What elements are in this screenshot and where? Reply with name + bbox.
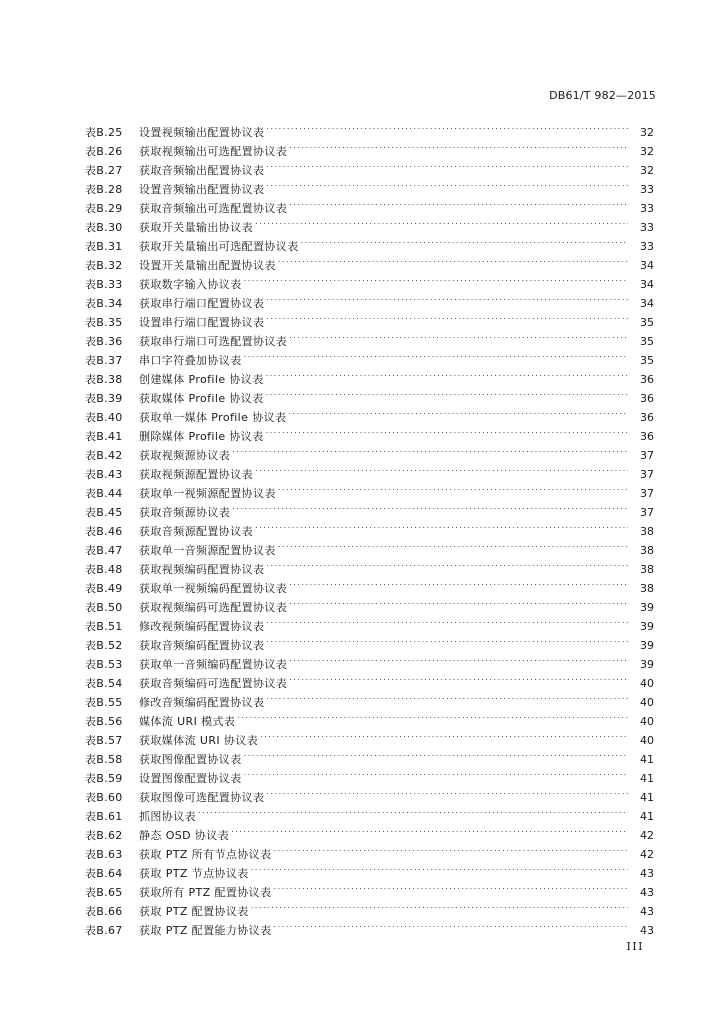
- toc-dot-leader: [289, 668, 628, 687]
- toc-entry-page: 33: [640, 221, 654, 234]
- toc-entry-number: 表B.63: [85, 848, 123, 861]
- toc-dot-leader: [289, 573, 628, 592]
- toc-entry-number: 表B.53: [85, 658, 123, 671]
- toc-entry-title: 获取视频编码可选配置协议表: [139, 601, 288, 614]
- toc-entry-number: 表B.61: [85, 810, 123, 823]
- toc-entry-number: 表B.39: [85, 392, 123, 405]
- toc-entry-page: 41: [640, 791, 654, 804]
- toc-entry-number: 表B.60: [85, 791, 123, 804]
- toc-entry-title: 获取 PTZ 配置能力协议表: [139, 924, 272, 937]
- toc-entry-page: 32: [640, 145, 654, 158]
- toc-entry-number: 表B.36: [85, 335, 123, 348]
- toc-dot-leader: [198, 801, 628, 820]
- toc-entry-number: 表B.33: [85, 278, 123, 291]
- toc-entry-number: 表B.62: [85, 829, 123, 842]
- toc-entry-title: 获取视频输出可选配置协议表: [139, 145, 288, 158]
- table-of-contents: [85, 117, 654, 937]
- toc-entry-number: 表B.48: [85, 563, 123, 576]
- toc-entry-page: 43: [640, 867, 654, 880]
- toc-entry-number: 表B.42: [85, 449, 123, 462]
- toc-dot-leader: [273, 877, 628, 896]
- toc-entry-number: 表B.32: [85, 259, 123, 272]
- toc-entry-number: 表B.35: [85, 316, 123, 329]
- toc-dot-leader: [260, 725, 628, 744]
- toc-entry-title: 获取音频输出配置协议表: [139, 164, 265, 177]
- toc-entry-page: 34: [640, 278, 654, 291]
- toc-entry-title: 获取所有 PTZ 配置协议表: [139, 886, 272, 899]
- toc-entry-number: 表B.57: [85, 734, 123, 747]
- toc-entry-page: 37: [640, 506, 654, 519]
- toc-dot-leader: [232, 497, 628, 516]
- toc-entry-page: 43: [640, 905, 654, 918]
- toc-entry-page: 33: [640, 202, 654, 215]
- toc-entry-number: 表B.50: [85, 601, 123, 614]
- toc-entry-page: 43: [640, 924, 654, 937]
- toc-entry-page: 38: [640, 525, 654, 538]
- toc-dot-leader: [266, 307, 628, 326]
- toc-entry-number: 表B.47: [85, 544, 123, 557]
- toc-dot-leader: [231, 820, 628, 839]
- toc-entry-number: 表B.51: [85, 620, 123, 633]
- toc-entry-page: 39: [640, 658, 654, 671]
- toc-entry-page: 41: [640, 753, 654, 766]
- toc-entry-page: 41: [640, 810, 654, 823]
- toc-entry-title: 获取视频源协议表: [139, 449, 231, 462]
- toc-dot-leader: [244, 269, 628, 288]
- toc-entry-page: 37: [640, 487, 654, 500]
- toc-entry-title: 设置音频输出配置协议表: [139, 183, 265, 196]
- toc-entry-number: 表B.27: [85, 164, 123, 177]
- toc-entry-title: 静态 OSD 协议表: [139, 829, 230, 842]
- toc-entry-page: 43: [640, 886, 654, 899]
- toc-entry-title: 获取 PTZ 配置协议表: [139, 905, 249, 918]
- toc-entry-title: 创建媒体 Profile 协议表: [139, 373, 264, 386]
- toc-entry-number: 表B.25: [85, 126, 123, 139]
- toc-entry-page: 36: [640, 392, 654, 405]
- toc-entry-title: 设置串行端口配置协议表: [139, 316, 265, 329]
- page-number: III: [626, 940, 644, 953]
- toc-entry-title: 获取图像配置协议表: [139, 753, 242, 766]
- toc-dot-leader: [266, 364, 628, 383]
- toc-entry-number: 表B.29: [85, 202, 123, 215]
- toc-entry-page: 39: [640, 601, 654, 614]
- toc-entry-title: 串口字符叠加协议表: [139, 354, 242, 367]
- toc-dot-leader: [266, 383, 628, 402]
- toc-dot-leader: [266, 630, 628, 649]
- toc-dot-leader: [266, 117, 628, 136]
- toc-entry-title: 媒体流 URI 模式表: [139, 715, 236, 728]
- toc-dot-leader: [301, 231, 628, 250]
- toc-entry-page: 36: [640, 430, 654, 443]
- document-id-header: DB61/T 982—2015: [549, 89, 656, 102]
- toc-dot-leader: [273, 839, 628, 858]
- toc-entry-title: 获取单一音频编码配置协议表: [139, 658, 288, 671]
- toc-entry-page: 42: [640, 848, 654, 861]
- toc-dot-leader: [232, 440, 628, 459]
- toc-entry-title: 获取音频源协议表: [139, 506, 231, 519]
- toc-entry[interactable]: [85, 117, 654, 139]
- toc-entry-title: 获取开关量输出可选配置协议表: [139, 240, 299, 253]
- toc-entry-number: 表B.67: [85, 924, 123, 937]
- toc-dot-leader: [237, 706, 628, 725]
- toc-entry-title: 获取单一音频源配置协议表: [139, 544, 276, 557]
- toc-dot-leader: [273, 915, 628, 934]
- toc-dot-leader: [251, 896, 628, 915]
- toc-entry-title: 获取视频编码配置协议表: [139, 563, 265, 576]
- toc-entry-title: 获取音频编码配置协议表: [139, 639, 265, 652]
- toc-entry-page: 32: [640, 126, 654, 139]
- toc-entry-page: 41: [640, 772, 654, 785]
- toc-entry-number: 表B.58: [85, 753, 123, 766]
- toc-entry-number: 表B.34: [85, 297, 123, 310]
- toc-entry-number: 表B.44: [85, 487, 123, 500]
- toc-entry-title: 设置开关量输出配置协议表: [139, 259, 276, 272]
- toc-entry-number: 表B.43: [85, 468, 123, 481]
- toc-entry-page: 39: [640, 620, 654, 633]
- toc-dot-leader: [289, 649, 628, 668]
- toc-entry-page: 35: [640, 354, 654, 367]
- toc-entry-title: 获取媒体流 URI 协议表: [139, 734, 259, 747]
- toc-entry-title: 修改视频编码配置协议表: [139, 620, 265, 633]
- toc-entry-number: 表B.64: [85, 867, 123, 880]
- toc-dot-leader: [244, 345, 628, 364]
- toc-entry-title: 获取媒体 Profile 协议表: [139, 392, 264, 405]
- toc-entry-page: 40: [640, 677, 654, 690]
- toc-dot-leader: [266, 421, 628, 440]
- toc-entry-title: 获取单一视频编码配置协议表: [139, 582, 288, 595]
- toc-entry-title: 获取开关量输出协议表: [139, 221, 253, 234]
- toc-entry-number: 表B.28: [85, 183, 123, 196]
- toc-entry-number: 表B.49: [85, 582, 123, 595]
- toc-entry-page: 40: [640, 715, 654, 728]
- toc-dot-leader: [255, 459, 628, 478]
- toc-entry-page: 36: [640, 373, 654, 386]
- toc-entry-number: 表B.30: [85, 221, 123, 234]
- toc-dot-leader: [289, 592, 628, 611]
- toc-entry-page: 38: [640, 544, 654, 557]
- toc-entry-title: 获取音频源配置协议表: [139, 525, 253, 538]
- toc-entry-page: 35: [640, 316, 654, 329]
- toc-entry-page: 38: [640, 563, 654, 576]
- toc-entry-title: 获取串行端口可选配置协议表: [139, 335, 288, 348]
- toc-entry-title: 获取串行端口配置协议表: [139, 297, 265, 310]
- toc-dot-leader: [266, 288, 628, 307]
- toc-entry-page: 34: [640, 259, 654, 272]
- toc-entry-title: 抓图协议表: [139, 810, 196, 823]
- toc-entry-page: 32: [640, 164, 654, 177]
- toc-entry-number: 表B.56: [85, 715, 123, 728]
- toc-entry-title: 获取音频输出可选配置协议表: [139, 202, 288, 215]
- toc-entry-number: 表B.66: [85, 905, 123, 918]
- toc-entry-title: 设置图像配置协议表: [139, 772, 242, 785]
- toc-dot-leader: [244, 763, 628, 782]
- toc-entry-page: 33: [640, 183, 654, 196]
- toc-dot-leader: [278, 535, 628, 554]
- toc-entry-number: 表B.40: [85, 411, 123, 424]
- toc-entry-number: 表B.46: [85, 525, 123, 538]
- toc-entry-page: 35: [640, 335, 654, 348]
- toc-entry-number: 表B.55: [85, 696, 123, 709]
- toc-entry-page: 37: [640, 468, 654, 481]
- toc-entry-page: 37: [640, 449, 654, 462]
- toc-entry-title: 获取单一媒体 Profile 协议表: [139, 411, 287, 424]
- toc-entry-title: 获取数字输入协议表: [139, 278, 242, 291]
- toc-entry-number: 表B.52: [85, 639, 123, 652]
- toc-dot-leader: [266, 155, 628, 174]
- toc-dot-leader: [289, 136, 628, 155]
- toc-dot-leader: [266, 554, 628, 573]
- toc-entry-page: 39: [640, 639, 654, 652]
- toc-entry-title: 删除媒体 Profile 协议表: [139, 430, 264, 443]
- toc-entry-page: 42: [640, 829, 654, 842]
- toc-dot-leader: [278, 478, 628, 497]
- toc-entry-page: 40: [640, 734, 654, 747]
- toc-entry-number: 表B.45: [85, 506, 123, 519]
- toc-entry-page: 34: [640, 297, 654, 310]
- toc-entry-title: 获取 PTZ 节点协议表: [139, 867, 249, 880]
- toc-entry-title: 获取单一视频源配置协议表: [139, 487, 276, 500]
- toc-entry-title: 获取音频编码可选配置协议表: [139, 677, 288, 690]
- toc-entry-title: 获取视频源配置协议表: [139, 468, 253, 481]
- toc-dot-leader: [255, 516, 628, 535]
- toc-entry-title: 修改音频编码配置协议表: [139, 696, 265, 709]
- toc-dot-leader: [289, 326, 628, 345]
- toc-dot-leader: [251, 858, 628, 877]
- toc-entry-number: 表B.38: [85, 373, 123, 386]
- toc-dot-leader: [288, 402, 628, 421]
- toc-dot-leader: [266, 687, 628, 706]
- toc-dot-leader: [266, 174, 628, 193]
- toc-entry-page: 36: [640, 411, 654, 424]
- toc-entry-number: 表B.41: [85, 430, 123, 443]
- toc-dot-leader: [289, 193, 628, 212]
- toc-entry-page: 38: [640, 582, 654, 595]
- toc-entry-page: 40: [640, 696, 654, 709]
- toc-entry-number: 表B.37: [85, 354, 123, 367]
- toc-dot-leader: [255, 212, 628, 231]
- toc-entry-title: 获取图像可选配置协议表: [139, 791, 265, 804]
- toc-entry-number: 表B.65: [85, 886, 123, 899]
- toc-entry-number: 表B.26: [85, 145, 123, 158]
- toc-entry-title: 获取 PTZ 所有节点协议表: [139, 848, 272, 861]
- toc-entry-number: 表B.59: [85, 772, 123, 785]
- toc-entry-number: 表B.31: [85, 240, 123, 253]
- toc-entry-number: 表B.54: [85, 677, 123, 690]
- toc-dot-leader: [266, 782, 628, 801]
- toc-dot-leader: [278, 250, 628, 269]
- toc-dot-leader: [244, 744, 628, 763]
- toc-entry-page: 33: [640, 240, 654, 253]
- toc-dot-leader: [266, 611, 628, 630]
- toc-entry-title: 设置视频输出配置协议表: [139, 126, 265, 139]
